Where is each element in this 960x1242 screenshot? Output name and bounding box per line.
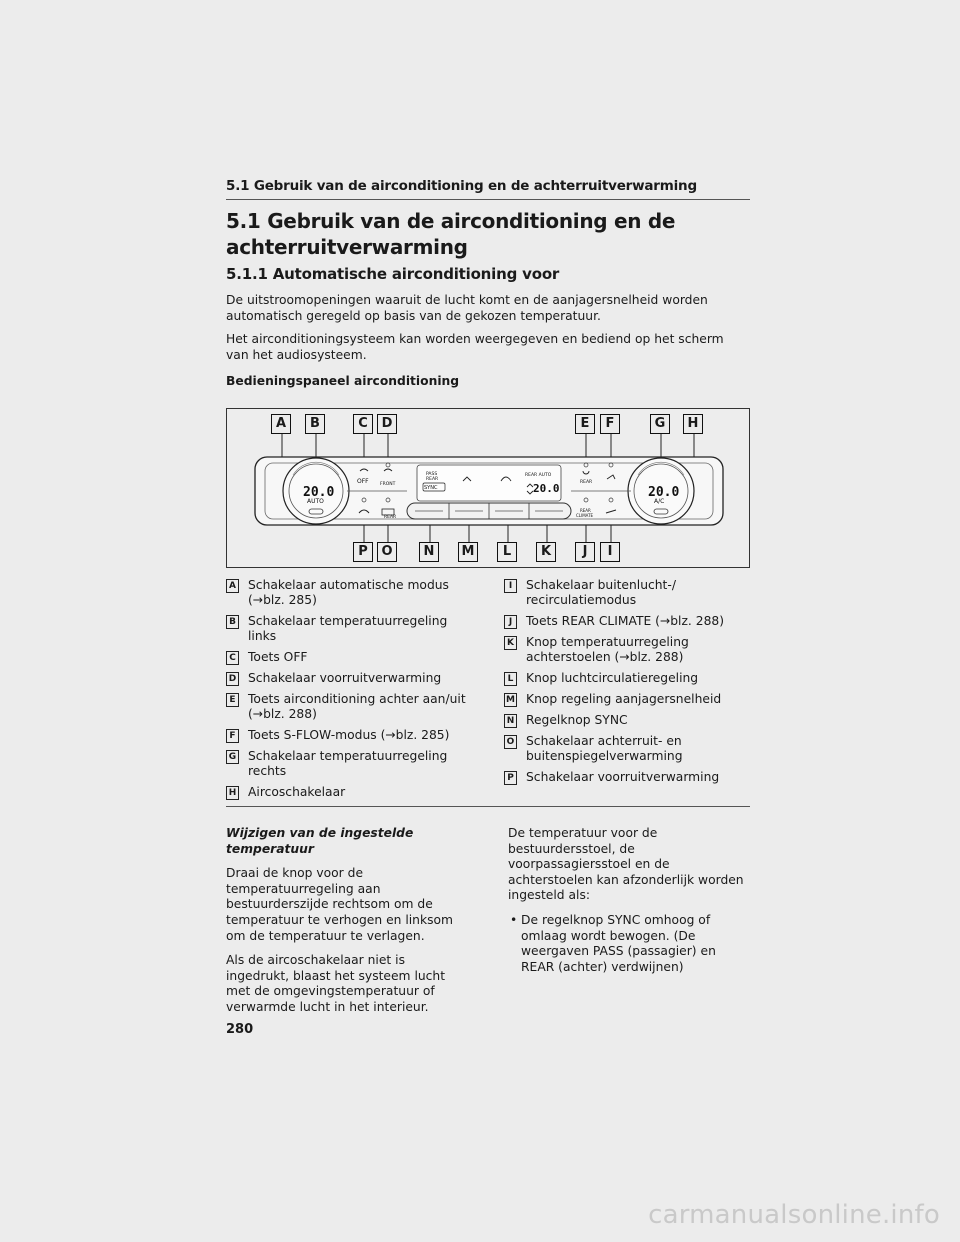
temperature-heading: Wijzigen van de ingestelde temperatuur (226, 826, 414, 856)
legend-item-P (504, 770, 744, 785)
callout-O: O (377, 542, 397, 562)
legend-text: Toets airconditioning achter aan/uit (248, 692, 466, 706)
legend-key: G (226, 750, 239, 764)
rear-temp-readout: 20.0 (533, 482, 560, 495)
rear-auto-label: REAR AUTO (525, 473, 552, 478)
intro-paragraph-1: De uitstroomopeningen waaruit de lucht komt en de aanjagersnelheid worden automatisch geregeld op basis van de gekozen temperatuur. (226, 293, 708, 323)
callout-G: G (650, 414, 670, 434)
legend-item-N (504, 713, 744, 728)
legend-text-cont: links (248, 629, 277, 643)
legend-key: M (504, 693, 517, 707)
legend-key: E (226, 693, 239, 707)
legend-left (226, 578, 466, 806)
legend-text: Knop luchtcirculatieregeling (526, 671, 699, 685)
legend-item-I (504, 578, 744, 608)
legend-text: Aircoschakelaar (248, 785, 346, 799)
callout-N: N (419, 542, 439, 562)
legend-text: Schakelaar automatische modus (248, 578, 449, 592)
auto-label: AUTO (307, 498, 324, 505)
legend-item-F (226, 728, 466, 743)
legend-item-G (226, 749, 466, 779)
legend-key: D (226, 672, 239, 686)
legend-text: Knop temperatuurregeling (526, 635, 689, 649)
legend-item-B (226, 614, 466, 644)
legend-item-E (226, 692, 466, 722)
legend-item-L (504, 671, 744, 686)
figure-heading: Bedieningspaneel airconditioning (226, 374, 460, 388)
legend-right (504, 578, 744, 791)
callout-C: C (353, 414, 373, 434)
callout-L: L (497, 542, 517, 562)
rear-climate-label-1: REAR (580, 508, 591, 513)
callout-F: F (600, 414, 620, 434)
left-text-column (226, 826, 464, 1025)
watermark: carmanualsonline.info (648, 1200, 940, 1230)
sync-label: SYNC (424, 485, 438, 491)
legend-item-D (226, 671, 466, 686)
right-text-column (508, 826, 746, 984)
legend-text: Schakelaar voorruitverwarming (526, 770, 720, 784)
legend-text: Schakelaar voorruitverwarming (248, 671, 442, 685)
right-bullet-1: • De regelknop SYNC omhoog of omlaag wordt bewogen. (De weergaven PASS (passagier) en REAR (achter) verdwijnen) (508, 913, 746, 975)
subsection-title: 5.1.1 Automatische airconditioning voor (226, 265, 560, 283)
legend-text: Toets OFF (248, 650, 308, 664)
legend-key: F (226, 729, 239, 743)
page-number: 280 (226, 1022, 254, 1037)
callout-D: D (377, 414, 397, 434)
section-title (226, 208, 750, 260)
callout-H: H (683, 414, 703, 434)
intro-paragraph-2: Het airconditioningsysteem kan worden weergegeven en bediend op het scherm van het audiosysteem. (226, 332, 724, 362)
running-header: 5.1 Gebruik van de airconditioning en de achterruitverwarming (226, 178, 750, 200)
callout-K: K (536, 542, 556, 562)
callout-A: A (271, 414, 291, 434)
right-temp-readout: 20.0 (648, 485, 680, 500)
callout-I: I (600, 542, 620, 562)
pass-rear-label: REAR (426, 477, 439, 482)
legend-item-M (504, 692, 744, 707)
legend-text: Knop regeling aanjagersnelheid (526, 692, 722, 706)
rear-button-label: REAR (580, 480, 593, 485)
section-title-line2: achterruitverwarming (226, 235, 468, 259)
legend-item-K (504, 635, 744, 665)
legend-text: Toets S-FLOW-modus (→blz. 285) (248, 728, 450, 742)
callout-E: E (575, 414, 595, 434)
legend-key: I (504, 579, 517, 593)
legend-item-O (504, 734, 744, 764)
legend-key: C (226, 651, 239, 665)
legend-key: H (226, 786, 239, 800)
legend-text-cont: (→blz. 285) (248, 593, 317, 607)
pass-label: PASS (426, 472, 438, 477)
callout-M: M (458, 542, 478, 562)
legend-key: P (504, 771, 517, 785)
legend-text: Schakelaar temperatuurregeling (248, 614, 448, 628)
legend-key: J (504, 615, 517, 629)
legend-text-cont: rechts (248, 764, 287, 778)
legend-key: A (226, 579, 239, 593)
front-label: FRONT (380, 482, 396, 487)
legend-item-J (504, 614, 744, 629)
off-label: OFF (357, 478, 369, 485)
legend-key: B (226, 615, 239, 629)
left-paragraph-2: Als de aircoschakelaar niet is ingedrukt, blaast het systeem lucht met de omgevingstemperatuur of verwarmde lucht in het interieur. (226, 953, 446, 1014)
legend-text-cont: (→blz. 288) (248, 707, 317, 721)
legend-item-A (226, 578, 466, 608)
control-panel-figure (226, 408, 750, 568)
rear-defrost-label: REAR (384, 515, 397, 520)
legend-text-cont: recirculatiemodus (526, 593, 637, 607)
callout-B: B (305, 414, 325, 434)
legend-text: Toets REAR CLIMATE (→blz. 288) (526, 614, 725, 628)
legend-text: Schakelaar achterruit- en (526, 734, 682, 748)
legend-item-C (226, 650, 466, 665)
legend-text: Regelknop SYNC (526, 713, 628, 727)
rear-climate-label-2: CLIMATE (576, 513, 594, 518)
left-paragraph-1: Draai de knop voor de temperatuurregeling aan bestuurderszijde rechtsom om de temperatuur te verhogen en linksom om de temperatuur te verlagen. (226, 866, 453, 943)
right-paragraph-1: De temperatuur voor de bestuurdersstoel, de voorpassagiersstoel en de achterstoelen kan afzonderlijk worden ingesteld als: (508, 826, 744, 903)
callout-P: P (353, 542, 373, 562)
callout-J: J (575, 542, 595, 562)
left-temp-readout: 20.0 (303, 485, 335, 500)
ac-label: A/C (654, 498, 665, 505)
legend-text-cont: buitenspiegelverwarming (526, 749, 683, 763)
legend-key: N (504, 714, 517, 728)
legend-key: L (504, 672, 517, 686)
legend-text-cont: achterstoelen (→blz. 288) (526, 650, 684, 664)
legend-key: K (504, 636, 517, 650)
section-divider (226, 806, 750, 807)
section-title-line1: 5.1 Gebruik van de airconditioning en de (226, 209, 676, 233)
legend-item-H (226, 785, 466, 800)
legend-key: O (504, 735, 517, 749)
legend-text: Schakelaar buitenlucht-/ (526, 578, 676, 592)
legend-text: Schakelaar temperatuurregeling (248, 749, 448, 763)
